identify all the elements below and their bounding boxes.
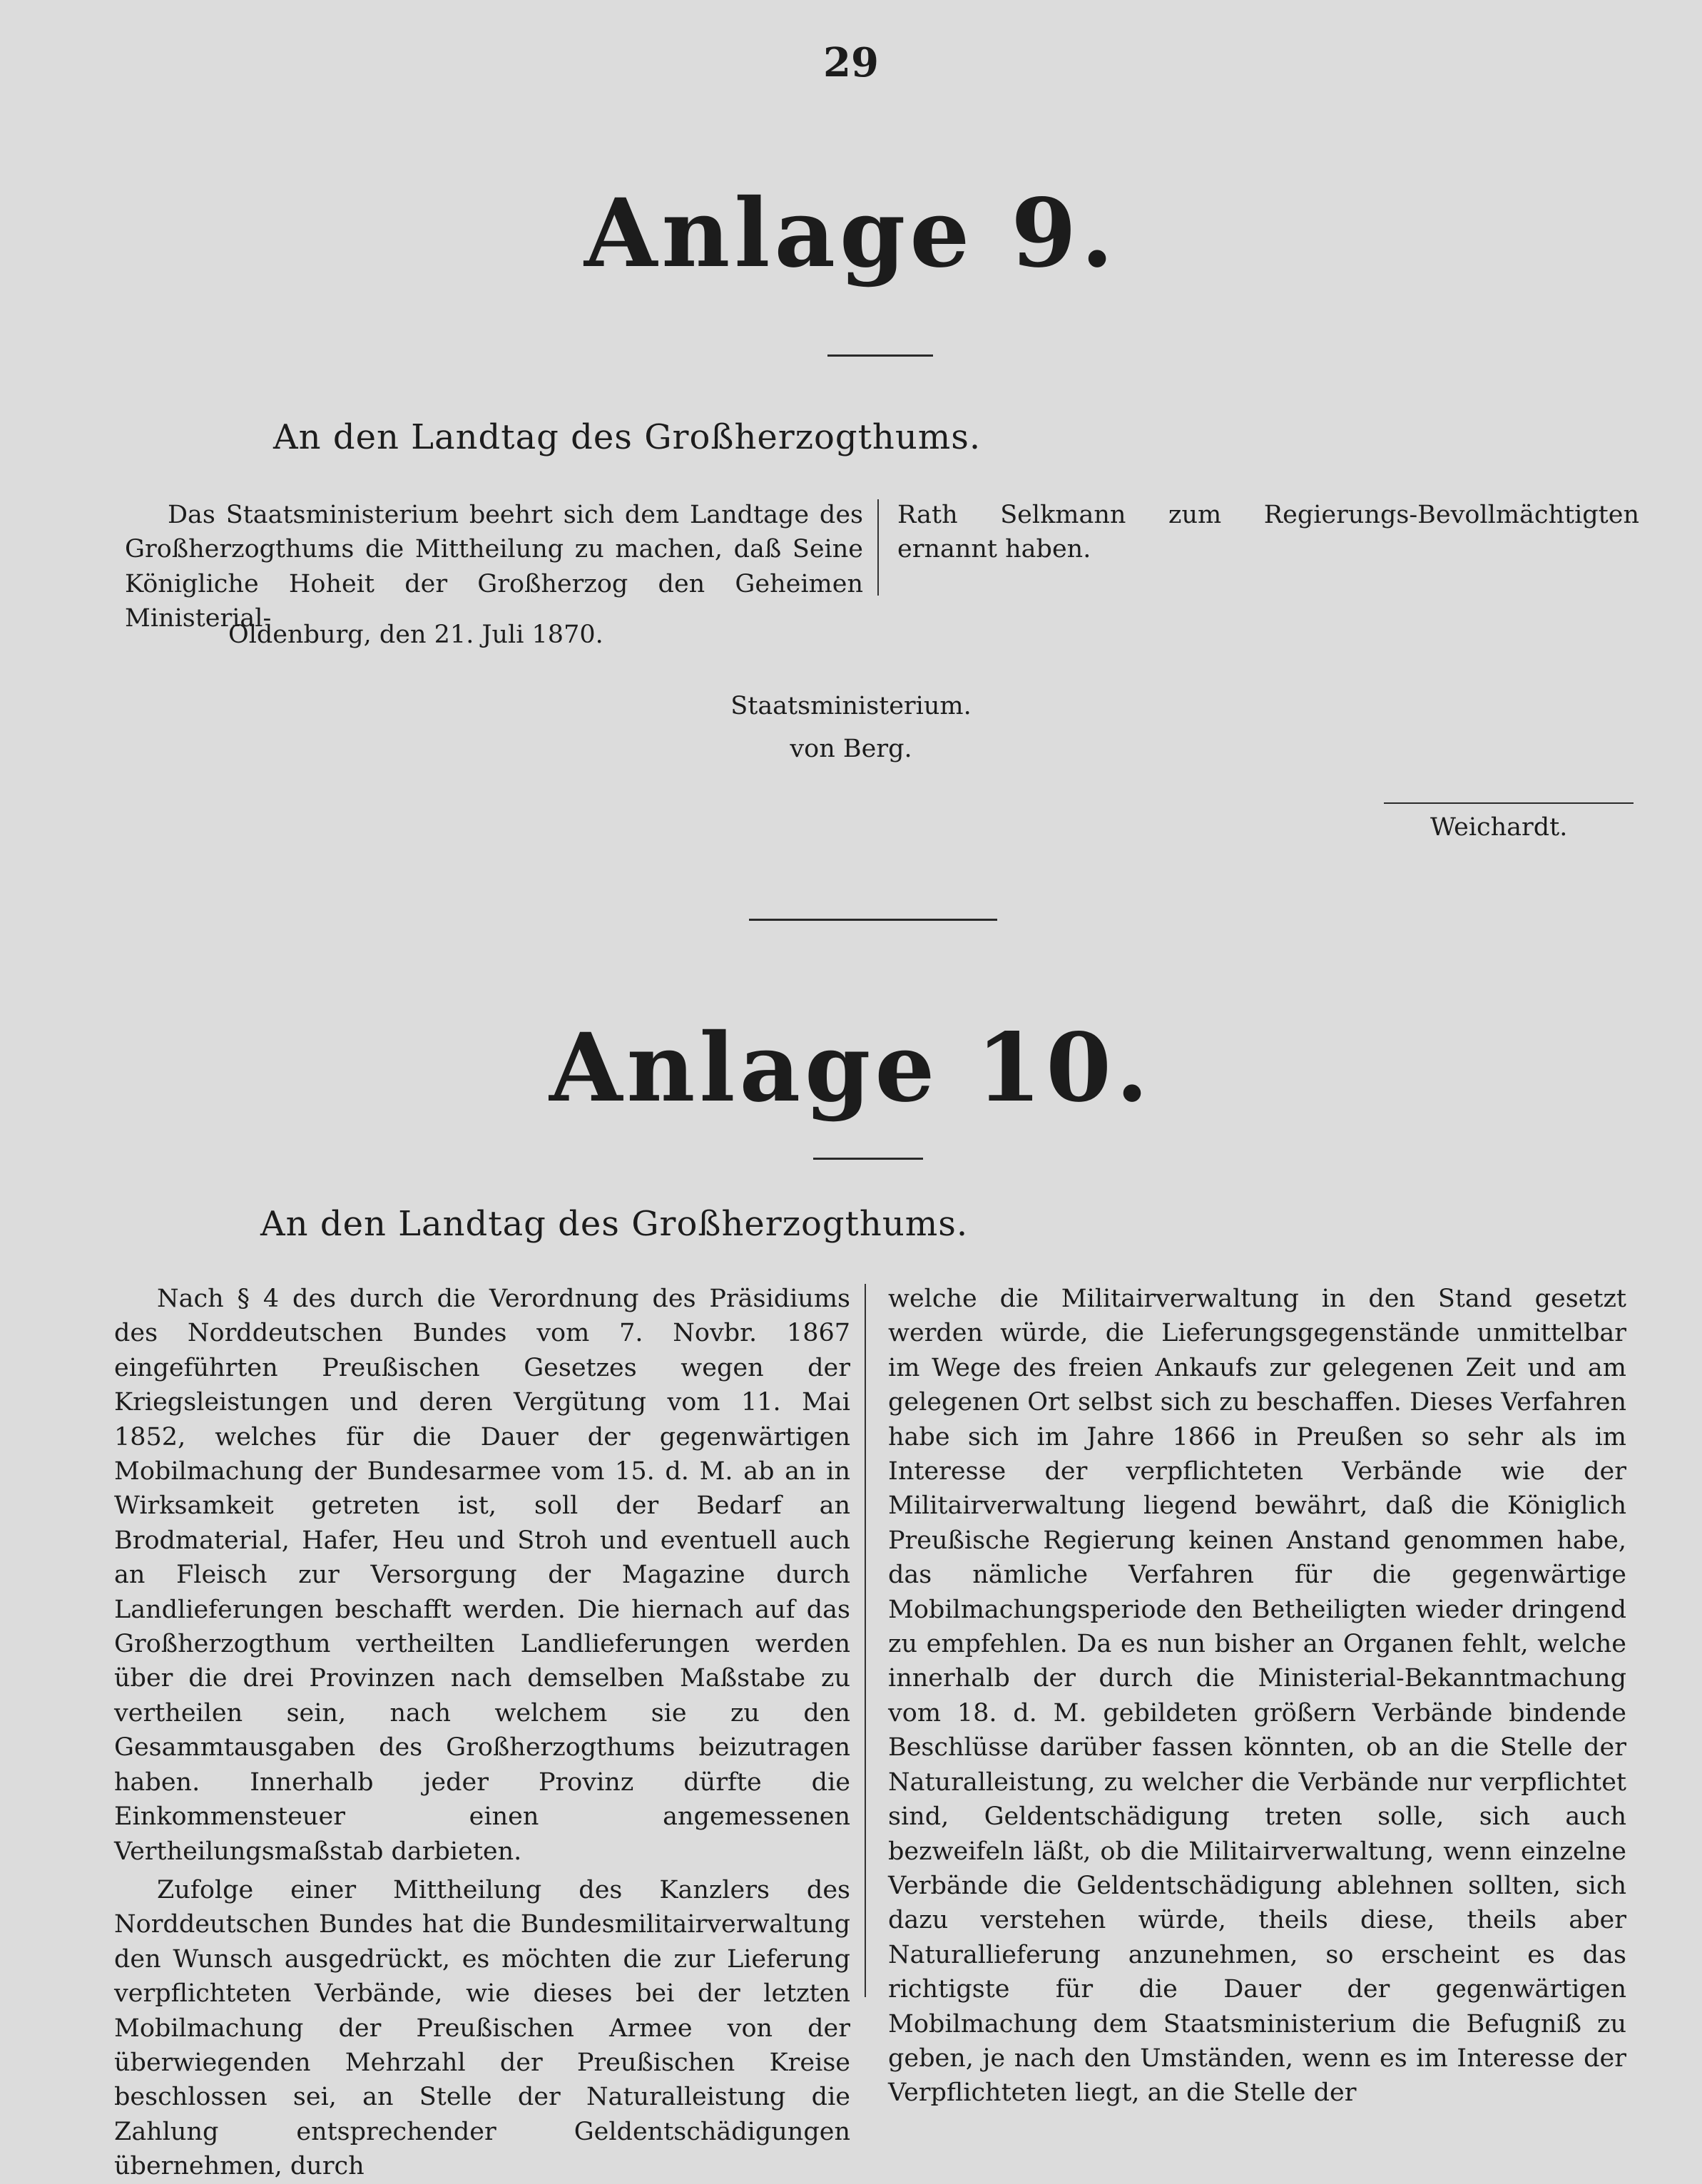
signer: von Berg. xyxy=(790,735,912,763)
anlage-10-address: An den Landtag des Großherzogthums. xyxy=(260,1204,969,1244)
anlage-9-address: An den Landtag des Großherzogthums. xyxy=(273,417,982,457)
paragraph: Nach § 4 des durch die Verordnung des Präsidiums des Norddeutschen Bundes vom 7. Novbr. 1867 eingeführten Preußischen Gesetzes wegen der Kriegsleistungen und deren Vergütung vom 11. Mai 1852, welches für die Dauer der gegenwärtigen Mobilmachung der Bundesarmee vom 15. d. M. ab an in Wirksamkeit getreten ist, soll der Bedarf an Brodmaterial, Hafer, Heu und Stroh und eventuell auch an Fleisch zur Versorgung der Magazine durch Landlieferungen beschafft werden. Die hiernach auf das Großherzogthum vertheilten Landlieferungen werden über die drei Provinzen nach demselben Maßstabe zu vertheilen sein, nach welchem sie zu den Gesammtausgaben des Großherzogthums beizutragen haben. Innerhalb jeder Provinz dürfte die Einkommensteuer einen angemessenen Vertheilungsmaßstab darbieten. xyxy=(114,1285,850,1866)
anlage-10-title: Anlage 10. xyxy=(549,1013,1153,1123)
column-divider xyxy=(877,499,879,596)
countersign: Weichardt. xyxy=(1430,813,1568,842)
anlage-10-left-column xyxy=(114,1282,850,2184)
page-number: 29 xyxy=(823,39,879,86)
anlage-9-left-text: Das Staatsministerium beehrt sich dem Landtage des Großherzogthums die Mittheilung zu machen, daß Seine Königliche Hoheit der Großherzog den Geheimen Ministerial- xyxy=(125,501,863,633)
anlage-10-right-column xyxy=(888,1282,1626,2111)
place-date: Oldenburg, den 21. Juli 1870. xyxy=(228,621,603,649)
anlage-9-title: Anlage 9. xyxy=(584,178,1118,289)
authority: Staatsministerium. xyxy=(730,692,972,720)
column-divider xyxy=(865,1284,866,1997)
paragraph: welche die Militairverwaltung in den Stand gesetzt werden würde, die Lieferungsgegenstände unmittelbar im Wege des freien Ankaufs zur gelegenen Zeit und am gelegenen Ort selbst sich zu beschaffen. Dieses Verfahren habe sich im Jahre 1866 in Preußen so sehr als im Interesse der verpflichteten Verbände wie der Militairverwaltung liegend bewährt, daß die Königlich Preußische Regierung keinen Anstand genommen habe, das nämliche Verfahren für die gegenwärtige Mobilmachungsperiode den Betheiligten wieder dringend zu empfehlen. Da es nun bisher an Organen fehlt, welche innerhalb der durch die Ministerial-Bekanntmachung vom 18. d. M. gebildeten größern Verbände bindende Beschlüsse darüber fassen könnten, ob an die Stelle der Naturalleistung, zu welcher die Verbände nur verpflichtet sind, Geldentschädigung treten solle, sich auch bezweifeln läßt, ob die Militairverwaltung, wenn einzelne Verbände die Geldentschädigung ablehnen sollten, sich dazu verstehen würde, theils diese, theils aber Naturallieferung anzunehmen, so erscheint es das richtigste für die Dauer der gegenwärtigen Mobilmachung dem Staatsministerium die Befugniß zu geben, je nach den Umständen, wenn es im Interesse der Verpflichteten liegt, an die Stelle der xyxy=(888,1285,1626,2108)
anlage-9-right-text: Rath Selkmann zum Regierungs-Bevollmächtigten ernannt haben. xyxy=(897,501,1639,564)
title-rule xyxy=(827,354,933,357)
paragraph: Zufolge einer Mittheilung des Kanzlers des Norddeutschen Bundes hat die Bundesmilitairverwaltung den Wunsch ausgedrückt, es möchten die zur Lieferung verpflichteten Verbände, wie dieses bei der letzten Mobilmachung der Preußischen Armee von der überwiegenden Mehrzahl der Preußischen Kreise beschlossen sei, an Stelle der Naturalleistung die Zahlung entsprechender Geldentschädigungen übernehmen, durch xyxy=(114,1875,850,2181)
section-rule xyxy=(749,919,997,921)
title-rule xyxy=(813,1158,923,1160)
signature-rule xyxy=(1384,802,1634,804)
